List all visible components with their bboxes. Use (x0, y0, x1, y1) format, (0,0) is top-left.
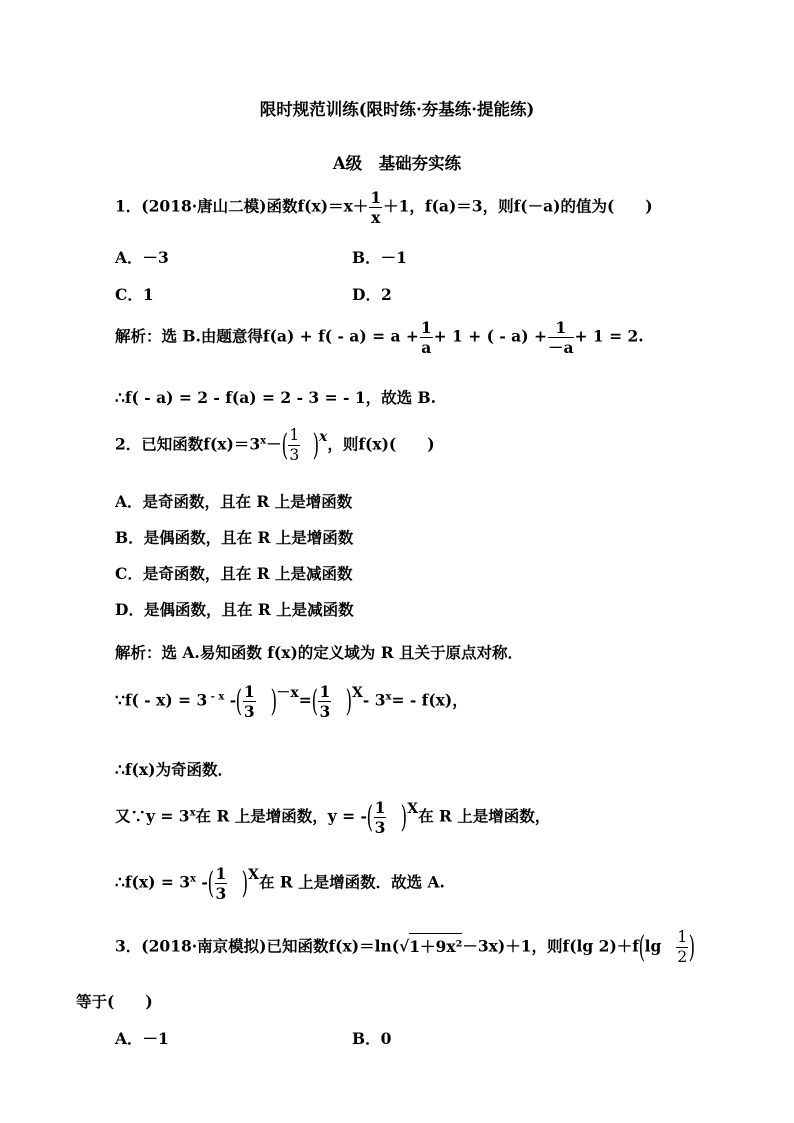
q2-solution-line5: ∴f(x) = $3^x$ -( $\frac{1}{3}$ )$^X$在 R 上是增函数．故选 A. (115, 864, 445, 903)
q2-option-c[interactable]: C．是奇函数，且在 R 上是减函数 (115, 564, 353, 583)
section-heading: A级 基础夯实练 (332, 154, 462, 173)
q1-question: f(－a)的值为( ) (513, 196, 653, 216)
q2-solution-line4: 又∵y = $3^x$在 R 上是增函数，y = -( $\frac{1}{3}$ )$^X$在 R 上是增函数， (115, 798, 551, 837)
question-3-stem: 3．(2018·南京模拟)已知函数f(x)＝ln(√1＋9x²－3x)＋1，则f(lg 2)＋f(lg $\frac{1}{2}$ ) (115, 928, 696, 966)
question-2-stem: 2．已知函数$f(x)=3^x-$( $\frac{1}{3}$ )$^x$，则f(x)( ) (115, 426, 435, 464)
q3-option-b[interactable]: B．0 (352, 1029, 392, 1048)
page-title: 限时规范训练(限时练·夯基练·提能练) (259, 100, 535, 119)
q1-solution-conclusion: ∴f( - a) = 2 - f(a) = 2 - 3 = - 1，故选 B. (115, 388, 436, 407)
q1-option-c[interactable]: C．1 (115, 285, 154, 304)
q3-option-a[interactable]: A．－1 (115, 1029, 169, 1048)
q3-stem-continuation: 等于( ) (76, 992, 153, 1011)
q1-function: f(x)＝x＋ (297, 196, 369, 216)
q2-option-d[interactable]: D．是偶函数，且在 R 上是减函数 (115, 600, 354, 619)
q2-solution-line3: ∴f(x)为奇函数． (115, 760, 233, 779)
q1-option-d[interactable]: D．2 (352, 285, 392, 304)
q1-fraction: $\frac{1}{x}$ (370, 188, 382, 227)
q1-option-b[interactable]: B．－1 (352, 248, 407, 267)
q1-option-a[interactable]: A．－3 (115, 248, 169, 267)
q2-option-a[interactable]: A．是奇函数，且在 R 上是增函数 (115, 492, 353, 511)
q1-source: 1．(2018·唐山二模)函数 (115, 196, 298, 216)
question-1-stem: 1．(2018·唐山二模)函数f(x)＝x＋ $\frac{1}{x}$ ＋1，f(a)＝3，则f(－a)的值为( ) (115, 188, 653, 227)
q2-solution-line2: ∵f( - x) = 3 $^{- x}$ -( $\frac{1}{3}$ )$^{-x}$=( $\frac{1}{3}$ )$^X$- $3^x= - f(x)$， (115, 682, 468, 721)
q2-solution-line1: 解析：选 A.易知函数 f(x)的定义域为 R 且关于原点对称． (115, 643, 523, 662)
q2-option-b[interactable]: B．是偶函数，且在 R 上是增函数 (115, 528, 354, 547)
q1-solution: 解析：选 B.由题意得f(a) + f( - a) = a + $\frac{1}{a}$ + 1 + ( - a) + $\frac{1}{-a}$ + 1 = 2. (115, 318, 644, 357)
